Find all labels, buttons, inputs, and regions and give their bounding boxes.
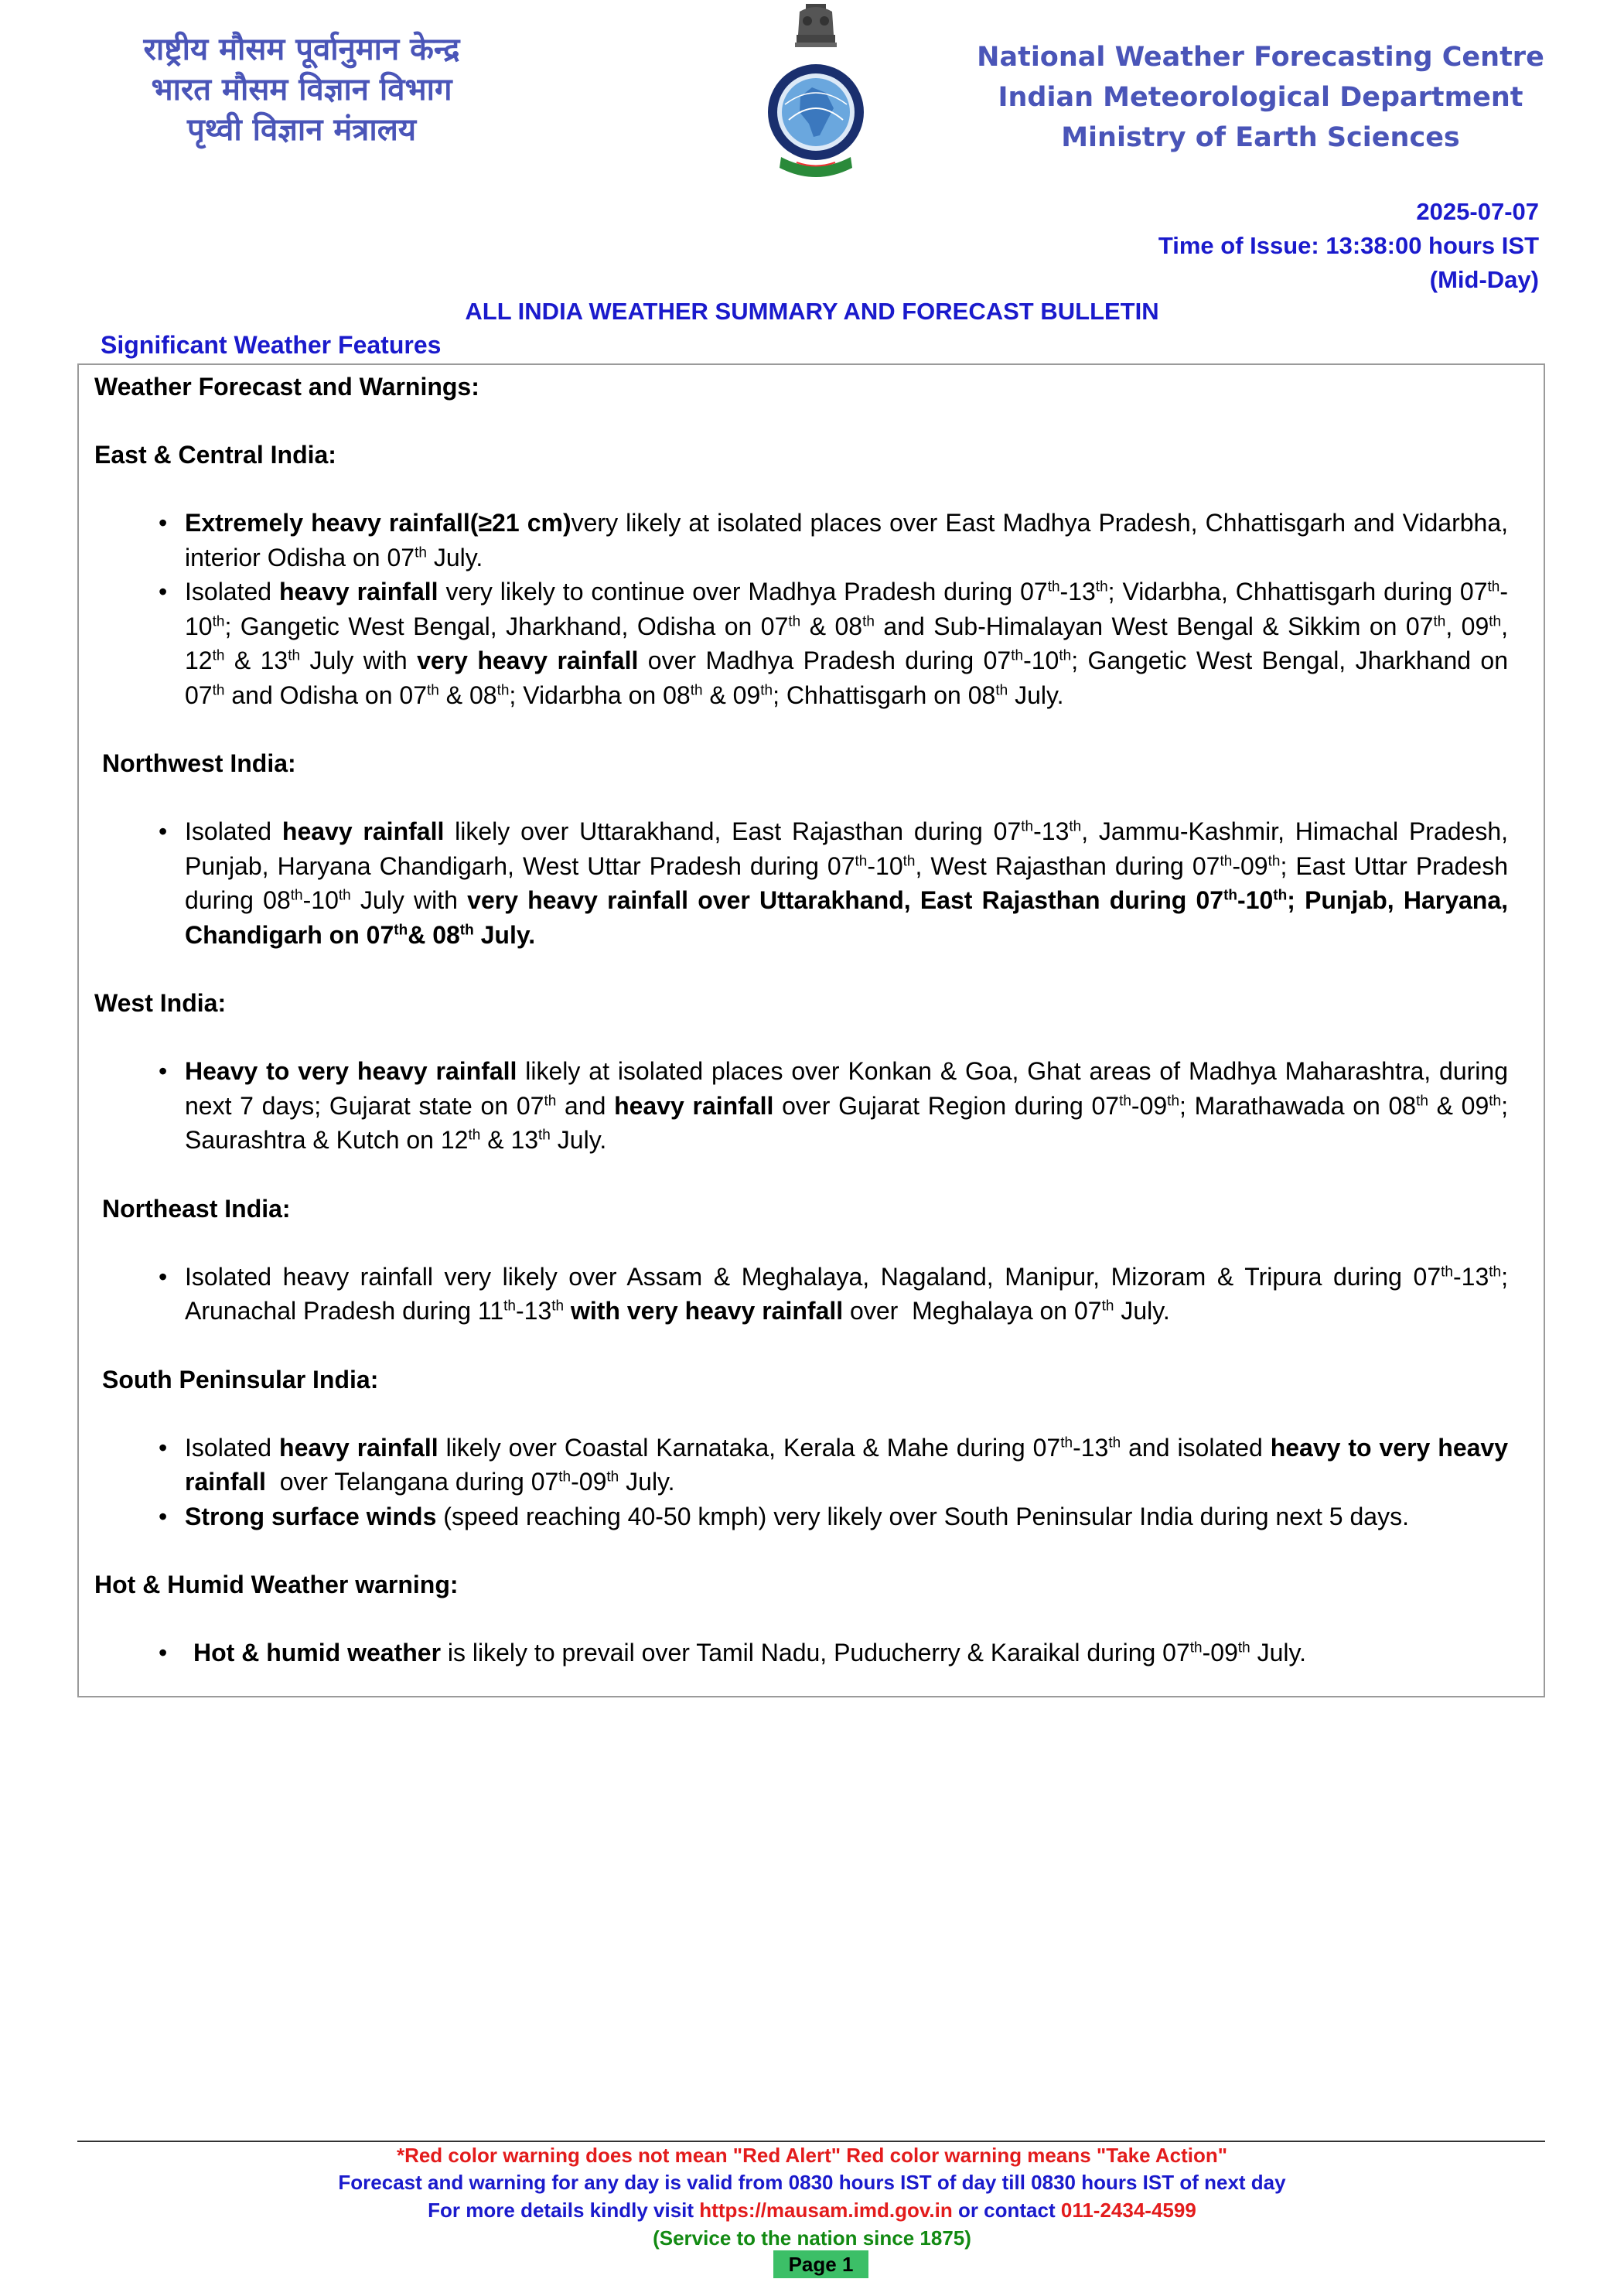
region-south-peninsular: South Peninsular India: [102,1365,379,1394]
list-item: • Hot & humid weather is likely to prevail over Tamil Nadu, Puducherry & Karaikal during 07th-09th July. [94,1636,1533,1670]
list-item: • Isolated heavy rainfall likely over Uttarakhand, East Rajasthan during 07th-13th, Jammu-Kashmir, Himachal Pradesh, Punjab, Haryana Chandigarh, West Uttar Pradesh during 07th-10th, West Rajasthan during 07th-09th; East Uttar Pradesh during 08th-10th July with very heavy rainfall over Uttarakhand, East Rajasthan during 07th-10th; Punjab, Haryana, Chandigarh on 07th& 08th July. [94,814,1533,952]
footer-url-link[interactable]: https://mausam.imd.gov.in [699,2199,953,2222]
footer-details [0,2199,1624,2223]
east-central-list [94,506,1533,712]
hot-humid-list [94,1636,1533,1670]
footer-contact-text: or contact [952,2199,1061,2222]
imd-emblem-icon [766,4,866,183]
west-list [94,1054,1533,1158]
footer-details-prefix: For more details kindly visit [428,2199,700,2222]
list-item: • Strong surface winds (speed reaching 40-50 kmph) very likely over South Peninsular India during next 5 days. [94,1499,1533,1534]
english-line-2: Indian Meteorological Department [998,82,1523,113]
list-item: • Isolated heavy rainfall likely over Coastal Karnataka, Kerala & Mahe during 07th-13th and isolated heavy to very heavy rainfall over Telangana during 07th-09th July. [94,1431,1533,1499]
issue-date: 2025-07-07 [1416,198,1539,225]
list-item: • Heavy to very heavy rainfall likely at isolated places over Konkan & Goa, Ghat areas of Madhya Maharashtra, during next 7 days; Gujarat state on 07th and heavy rainfall over Gujarat Region during 07th-09th; Marathawada on 08th & 09th; Saurashtra & Kutch on 12th & 13th July. [94,1054,1533,1158]
list-item: • Extremely heavy rainfall(≥21 cm)very likely at isolated places over East Madhya Pradesh, Chhattisgarh and Vidarbha, interior Odisha on 07th July. [94,506,1533,575]
section-title: Significant Weather Features [101,331,442,359]
issue-time: Time of Issue: 13:38:00 hours IST [1158,232,1539,259]
page-number-badge: Page 1 [773,2250,868,2278]
footer-phone: 011-2434-4599 [1060,2199,1196,2222]
footer-service: (Service to the nation since 1875) [653,2226,971,2250]
northeast-list [94,1260,1533,1329]
english-line-1: National Weather Forecasting Centre [977,42,1544,73]
hindi-header [101,29,503,150]
northwest-list [94,814,1533,952]
issue-info [1158,195,1539,297]
region-northeast: Northeast India: [102,1194,291,1223]
footer-red-note: *Red color warning does not mean "Red Alert" Red color warning means "Take Action" [396,2144,1228,2167]
footer-divider [77,2141,1545,2142]
list-item: • Isolated heavy rainfall very likely to continue over Madhya Pradesh during 07th-13th; Vidarbha, Chhattisgarh during 07th-10th; Gangetic West Bengal, Jharkhand, Odisha on 07th & 08th and Sub-Himalayan West Bengal & Sikkim on 07th, 09th, 12th & 13th July with very heavy rainfall over Madhya Pradesh during 07th-10th; Gangetic West Bengal, Jharkhand on 07th and Odisha on 07th & 08th; Vidarbha on 08th & 09th; Chhattisgarh on 08th July. [94,575,1533,712]
english-line-3: Ministry of Earth Sciences [1061,122,1460,153]
hot-humid-heading: Hot & Humid Weather warning: [94,1571,459,1598]
region-east-central: East & Central India: [94,441,336,469]
region-west: West India: [94,989,227,1017]
region-northwest: Northwest India: [102,749,296,777]
hindi-line-2: भारत मौसम विज्ञान विभाग [151,72,452,107]
footer-validity: Forecast and warning for any day is valid from 0830 hours IST of day till 0830 hours IST of next day [338,2171,1286,2194]
forecast-box [77,363,1545,1697]
forecast-content [94,370,1533,1670]
list-item: • Isolated heavy rainfall very likely over Assam & Meghalaya, Nagaland, Manipur, Mizoram & Tripura during 07th-13th; Arunachal Pradesh during 11th-13th with very heavy rainfall over Meghalaya on 07th July. [94,1260,1533,1329]
hindi-line-1: राष्ट्रीय मौसम पूर्वानुमान केन्द्र [143,32,460,67]
south-list [94,1431,1533,1534]
forecast-heading: Weather Forecast and Warnings: [94,373,479,401]
bulletin-title: ALL INDIA WEATHER SUMMARY AND FORECAST BULLETIN [465,298,1159,325]
english-header [967,37,1554,158]
hindi-line-3: पृथ्वी विज्ञान मंत्रालय [186,112,417,148]
issue-session: (Mid-Day) [1429,266,1539,293]
